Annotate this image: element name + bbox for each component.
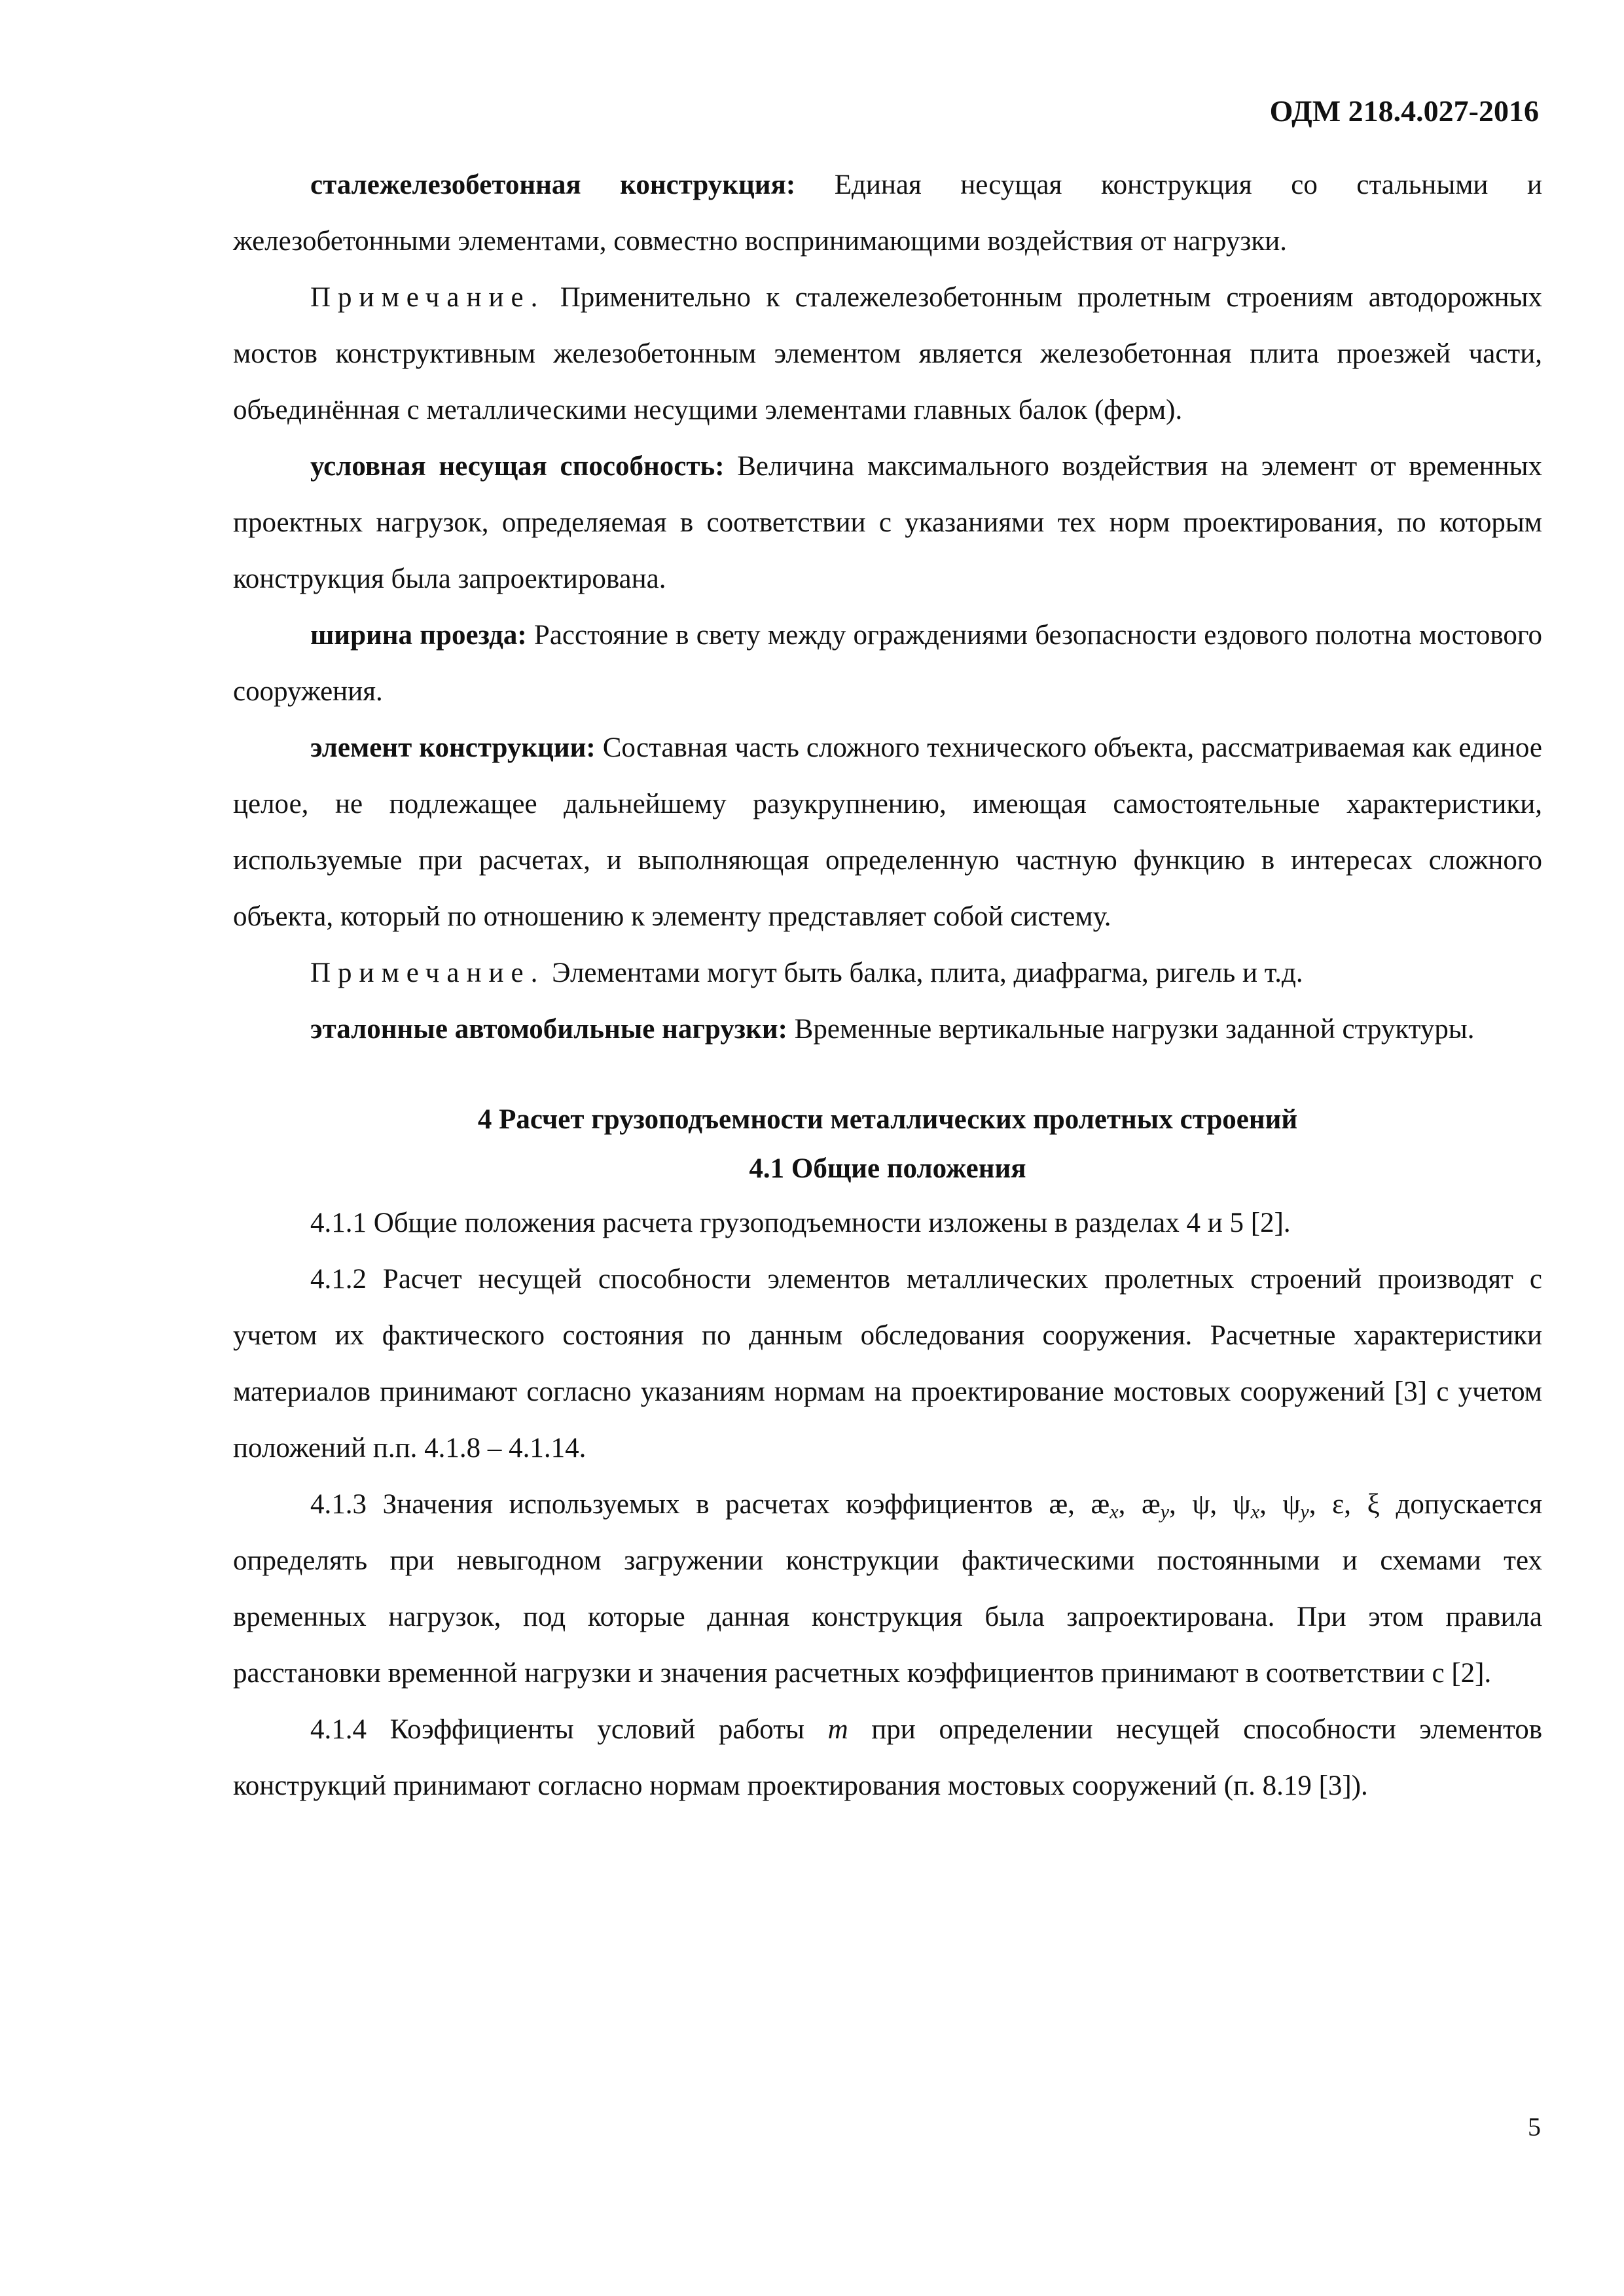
coef-ae: æ bbox=[1049, 1489, 1068, 1520]
subscript: y bbox=[1300, 1500, 1309, 1523]
term: ширина проезда: bbox=[310, 620, 527, 651]
note-label: Примечание. bbox=[310, 958, 545, 988]
clause-4-1-1: 4.1.1 Общие положения расчета грузоподъемности изложены в разделах 4 и 5 [2]. bbox=[310, 1208, 1291, 1238]
definition-roadway-width bbox=[233, 607, 1542, 720]
subsection-heading: 4.1 Общие положения bbox=[749, 1153, 1026, 1184]
coef-ae-y bbox=[1142, 1489, 1170, 1523]
clause-lead: 4.1.4 Коэффициенты условий работы bbox=[310, 1714, 828, 1745]
note-text: Элементами могут быть балка, плита, диафрагма, ригель и т.д. bbox=[545, 958, 1303, 988]
term: элемент конструкции: bbox=[310, 732, 596, 763]
separator: , bbox=[1118, 1489, 1142, 1520]
symbol: ψ bbox=[1282, 1489, 1301, 1520]
definition-structural-element bbox=[233, 720, 1542, 945]
coef-m: m bbox=[827, 1714, 848, 1745]
definition-conditional-capacity bbox=[233, 439, 1542, 607]
definition-text: Составная часть сложного технического объекта, рассматриваемая как единое целое, не подлежащее дальнейшему разукрупнению, имеющая самостоятельные характеристики, используемые при расчетах, и выполняющая определенную частную функцию в интересах сложного объекта, который по отношению к элементу представляет собой систему. bbox=[233, 732, 1542, 932]
page-body bbox=[233, 157, 1542, 1814]
coef-ae-x bbox=[1091, 1489, 1119, 1523]
definition-reference-loads bbox=[233, 1001, 1542, 1058]
subscript: y bbox=[1160, 1500, 1170, 1523]
symbol: æ bbox=[1142, 1489, 1161, 1520]
term: сталежелезобетонная конструкция: bbox=[310, 170, 796, 200]
clause-4-1-3 bbox=[233, 1477, 1542, 1702]
coef-psi-y bbox=[1282, 1489, 1309, 1523]
separator: , bbox=[1308, 1489, 1333, 1520]
clause-rest: при определении несущей способности элементов конструкций принимают согласно нормам проектирования мостовых сооружений (п. 8.19 [3]). bbox=[233, 1714, 1542, 1801]
note-text: Применительно к сталежелезобетонным пролетным строениям автодорожных мостов конструктивным железобетонным элементом является железобетонная плита проезжей части, объединённая с металлическими несущими элементами главных балок (ферм). bbox=[233, 282, 1542, 425]
subscript: x bbox=[1110, 1500, 1119, 1523]
section-heading: 4 Расчет грузоподъемности металлических пролетных строений bbox=[477, 1104, 1298, 1135]
definition-text: Единая несущая конструкция со стальными и железобетонными элементами, совместно воспринимающими воздействия от нагрузки. bbox=[233, 170, 1542, 257]
definition-text: Расстояние в свету между ограждениями безопасности ездового полотна мостового сооружения. bbox=[233, 620, 1542, 707]
separator: , bbox=[1169, 1489, 1193, 1520]
symbol: ψ bbox=[1233, 1489, 1251, 1520]
document-code: ОДМ 218.4.027-2016 bbox=[1269, 94, 1539, 128]
coef-psi-x bbox=[1233, 1489, 1260, 1523]
definition-text: Величина максимального воздействия на элемент от временных проектных нагрузок, определяемая в соответствии с указаниями тех норм проектирования, по которым конструкция была запроектирована. bbox=[233, 451, 1542, 594]
clause-4-1-2: 4.1.2 Расчет несущей способности элементов металлических пролетных строений производят с учетом их фактического состояния по данным обследования сооружения. Расчетные характеристики материалов принимают согласно указаниям нормам на проектирование мостовых сооружений [3] с учетом положений п.п. 4.1.8 – 4.1.14. bbox=[233, 1264, 1542, 1463]
note-composite-structure bbox=[233, 270, 1542, 439]
coef-epsilon: ε bbox=[1332, 1489, 1344, 1520]
clause-4-1-4 bbox=[233, 1702, 1542, 1814]
term: условная несущая способность: bbox=[310, 451, 725, 482]
definition-text: Временные вертикальные нагрузки заданной структуры. bbox=[787, 1014, 1475, 1045]
page-number: 5 bbox=[1528, 2112, 1541, 2142]
coef-psi: ψ bbox=[1192, 1489, 1210, 1520]
separator: , bbox=[1344, 1489, 1367, 1520]
symbol: æ bbox=[1091, 1489, 1110, 1520]
separator: , bbox=[1068, 1489, 1091, 1520]
note-label: Примечание. bbox=[310, 282, 545, 313]
clause-rest: допускается определять при невыгодном загружении конструкции фактическими постоянными и схемами тех временных нагрузок, под которые данная конструкция была запроектирована. При этом правила расстановки временной нагрузки и значения расчетных коэффициентов принимают в соответствии с [2]. bbox=[233, 1489, 1543, 1689]
separator: , bbox=[1210, 1489, 1233, 1520]
separator: , bbox=[1259, 1489, 1283, 1520]
subscript: x bbox=[1250, 1500, 1260, 1523]
definition-composite-structure bbox=[233, 157, 1542, 270]
clause-lead: 4.1.3 Значения используемых в расчетах коэффициентов bbox=[310, 1489, 1049, 1520]
note-structural-element bbox=[233, 945, 1542, 1001]
term: эталонные автомобильные нагрузки: bbox=[310, 1014, 787, 1045]
coef-xi: ξ bbox=[1367, 1489, 1380, 1520]
